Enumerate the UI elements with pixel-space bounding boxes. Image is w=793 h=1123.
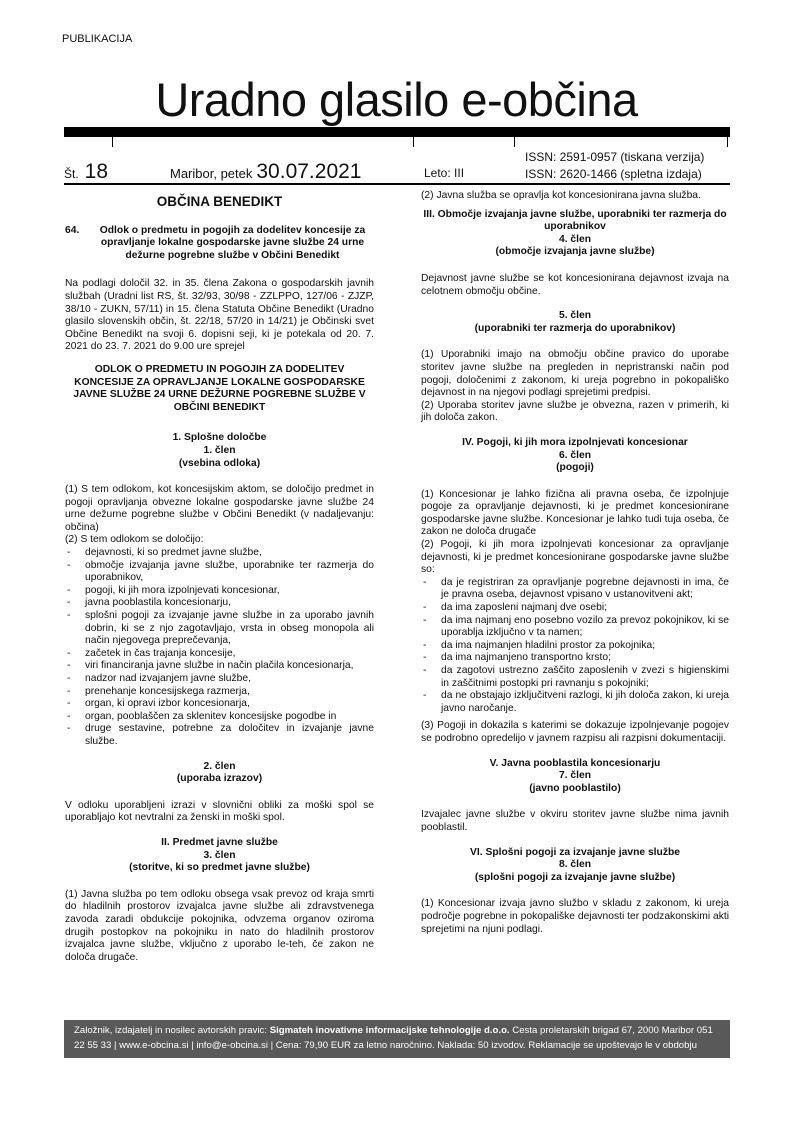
rule-tick: [514, 137, 515, 147]
section-heading: V. Javna pooblastila koncesionarju 7. člen (javno pooblastilo): [489, 757, 661, 794]
masthead-title: Uradno glasilo e-občina: [155, 73, 638, 126]
paragraph: (3) Pogoji in dokazila s katerimi se dokazuje izpolnjevanje pogojev se podrobno opredelijo v javnem razpisu ali razpisni dokumentaciji.: [421, 720, 729, 744]
list-item: - javna pooblastila koncesionarju,: [65, 597, 374, 610]
list-item: - splošni pogoji za izvajanje javne službe in za uporabo javnih dobrin, ki se z njo zagotavljajo, vrsta in obseg monopola ali način njegovega preprečevanja,: [65, 610, 374, 648]
section-heading: 5. člen (uporabniki ter razmerja do uporabnikov): [474, 310, 676, 334]
rule-tick: [112, 137, 113, 147]
list-item: - da zagotovi ustrezno zaščito zaposlenih v zvezi s higienskimi in zaščitnimi postopki pri ravnanju s pokojniki;: [421, 665, 729, 690]
paragraph: (1) Javna služba po tem odloku obsega vsak prevoz od kraja smrti do hladilnih prostorov izvajalca javne službe ali zdravstvenega zavoda zaradi obdukcije pokojnika, odvzema organov oziroma drugih postopkov na pokojniku in nato do hladilnih prostorov izvajalca javne službe, vključno z uporabo le-teh, če zakon ne določa drugače.: [65, 888, 374, 963]
issue-year: Leto: III: [424, 166, 465, 180]
decree-title: ODLOK O PREDMETU IN POGOJIH ZA DODELITEV KONCESIJE ZA OPRAVLJANJE LOKALNE GOSPODARSKE JAVNE SLUŽBE 24 URNE DEŽURNE POGREBNE SLUŽBE V OBČINI BENEDIKT: [73, 363, 366, 413]
list-item: - organ, ki opravi izbor koncesionarja,: [65, 698, 374, 711]
list-item: - organ, pooblaščen za sklenitev koncesijske pogodbe in: [65, 711, 374, 724]
section-heading: 1. Splošne določbe 1. člen (vsebina odloka): [172, 432, 267, 469]
paragraph: (2) Javna služba se opravlja kot koncesionirana javna služba.: [421, 190, 701, 201]
list-item: - nadzor nad izvajanjem javne službe,: [65, 673, 374, 686]
website-link[interactable]: www.e-obcina.si: [119, 1040, 189, 1051]
list-item: - da ima najmanjeno transportno krsto;: [421, 652, 729, 665]
section-heading: II. Predmet javne službe 3. člen (storitve, ki so predmet javne službe): [129, 836, 310, 874]
paragraph: (1) Koncesionar izvaja javno službo v skladu z zakonom, ki ureja področje pogrebne in pokopališke dejavnosti ter podzakonskimi akti sprejetimi na njuni podlagi.: [421, 898, 729, 935]
municipality-heading: OBČINA BENEDIKT: [156, 194, 283, 209]
paragraph: V odloku uporabljeni izrazi v slovnični obliki za moški spol se uporabljajo kot nevtralni za ženski in moški spol.: [65, 799, 374, 824]
list: [421, 577, 729, 716]
list-item: - začetek in čas trajanja koncesije,: [65, 648, 374, 661]
header-rule: [64, 183, 730, 185]
paragraph: (1) S tem odlokom, kot koncesijskim aktom, se določijo predmet in pogoji opravljanja obvezne lokalne gospodarske javne službe 24 urne dežurne pogrebne službe v Občini Benedikt (v nadaljevanju: občina): [65, 484, 374, 533]
section-heading: 2. člen (uporaba izrazov): [176, 760, 263, 785]
paragraph: (2) S tem odlokom se določijo:: [65, 534, 204, 546]
section-heading: VI. Splošni pogoji za izvajanje javne službe 8. člen (splošni pogoji za izvajanje javne službe): [470, 846, 680, 883]
paragraph: Dejavnost javne službe se kot koncesionirana dejavnost izvaja na celotnem območju občine.: [421, 272, 729, 297]
list-item: - da ne obstajajo izključitveni razlogi, ki jih določa zakon, ki ureja javno naročanje.: [421, 690, 729, 715]
left-column: [65, 190, 374, 969]
paragraph: (1) Koncesionar je lahko fizična ali pravna oseba, če izpolnjuje pogoje za opravljanje dejavnosti, ki je predmet koncesionirane gospodarske javne službe. Koncesionar je lahko tudi tuja oseba, če zakon ne določa drugače: [421, 488, 729, 538]
masthead-rule: [64, 127, 730, 137]
rule-tick: [413, 137, 414, 147]
right-column: [421, 190, 729, 941]
issue-date: Maribor, petek 30.07.2021: [170, 160, 362, 183]
rule-tick: [727, 137, 728, 147]
issn-web: ISSN: 2620-1466 (spletna izdaja): [525, 167, 702, 181]
list-item: - da ima najmanjen hladilni prostor za pokojnika;: [421, 640, 729, 653]
list-item: - prenehanje koncesijskega razmerja,: [65, 686, 374, 699]
list-item: - druge sestavine, potrebne za določitev in izvajanje javne službe.: [65, 723, 374, 748]
paragraph: (1) Uporabniki imajo na območju občine pravico do uporabe storitev javne službe na pregleden in nepristranski način pod pogoji, določenimi z zakonom, ki ureja pogrebno in pokopališko dejavnost in na njegovi podlagi sprejetimi predpisi.: [421, 349, 729, 399]
list-item: - da je registriran za opravljanje pogrebne dejavnosti in ima, če je pravna oseba, dejavnost vpisano v ustanovitveni akt;: [421, 577, 729, 602]
publisher-footer: Založnik, izdajatelj in nosilec avtorskih pravic: Sigmateh inovativne informacijske tehnologije d.o.o. Cesta proletarskih brigad 67, 2000 Maribor 051 22 55 33 | www.e-obcina.si | info@e-obcina.si | Cena: 79,90 EUR za letno naročnino. Naklada: 50 izvodov. Reklamacije se upoštevajo le v obdobju enega: [64, 1020, 730, 1058]
list: [65, 547, 374, 749]
list-item: - pogoji, ki jih mora izpolnjevati koncesionar,: [65, 585, 374, 598]
list-item: - da ima zaposleni najmanj dve osebi;: [421, 602, 729, 615]
paragraph: (2) Pogoji, ki jih mora izpolnjevati koncesionar za opravljanje dejavnosti, ki je predmet koncesionirane gospodarske javne službe so:: [421, 539, 729, 576]
intro-paragraph: Na podlagi določil 32. in 35. člena Zakona o gospodarskih javnih službah (Uradni list RS, št. 32/93, 30/98 - ZZLPPO, 127/06 - ZJZP, 38/10 - ZUKN, 57/11) in 15. člena Statuta Občine Benedikt (Uradno glasilo slovenskih občin, št. 22/18, 57/20 in 14/21) je Občinski svet Občine Benedikt na svoji 6. dopisni seji, ki je potekala od 20. 7. 2021 do 23. 7. 2021 do 9.00 ure sprejel: [65, 278, 374, 353]
list-item: - da ima najmanj eno posebno vozilo za prevoz pokojnikov, ki se uporablja izključno v ta namen;: [421, 615, 729, 640]
paragraph: (2) Uporaba storitev javne službe je obvezna, razen v primerih, ki jih določa zakon.: [421, 399, 729, 424]
paragraph: Izvajalec javne službe v okviru storitev javne službe nima javnih pooblastil.: [421, 809, 729, 833]
section-heading: III. Območje izvajanja javne službe, uporabniki ter razmerja do uporabnikov 4. člen (območje izvajanja javne službe): [423, 208, 727, 258]
issue-number: Št. 18: [64, 160, 109, 183]
issn-print: ISSN: 2591-0957 (tiskana verzija): [525, 150, 705, 164]
publication-label: PUBLIKACIJA: [62, 33, 133, 45]
email-link[interactable]: info@e-obcina.si: [196, 1040, 268, 1051]
section-heading: IV. Pogoji, ki jih mora izpolnjevati koncesionar 6. člen (pogoji): [462, 436, 688, 474]
list-item: - dejavnosti, ki so predmet javne službe,: [65, 547, 374, 560]
list-item: - viri financiranja javne službe in način plačila koncesionarja,: [65, 660, 374, 673]
list-item: - območje izvajanja javne službe, uporabnike ter razmerja do uporabnikov,: [65, 560, 374, 585]
act-title: 64. Odlok o predmetu in pogojih za dodelitev koncesije za opravljanje lokalne gospodarske javne službe 24 urne dežurne pogrebne službe v Občini Benedikt: [65, 224, 366, 261]
